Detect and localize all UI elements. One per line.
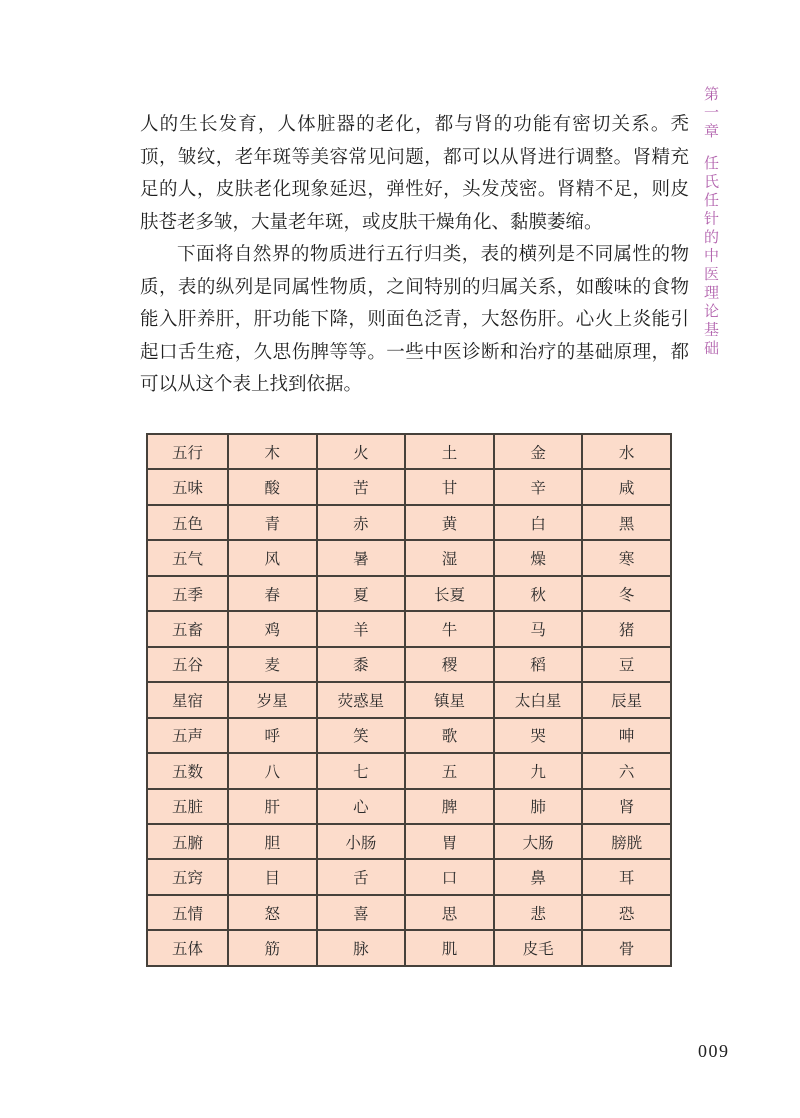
table-row bbox=[147, 505, 671, 540]
table-cell: 稻 bbox=[494, 647, 583, 682]
table-cell: 白 bbox=[494, 505, 583, 540]
table-cell: 豆 bbox=[582, 647, 671, 682]
table-cell: 怒 bbox=[228, 895, 317, 930]
table-cell: 恐 bbox=[582, 895, 671, 930]
table-cell: 喜 bbox=[317, 895, 406, 930]
table-cell: 咸 bbox=[582, 469, 671, 504]
chapter-name: 任氏任针的中医理论基础 bbox=[702, 154, 720, 358]
table-cell: 小肠 bbox=[317, 824, 406, 859]
table-cell: 辛 bbox=[494, 469, 583, 504]
table-cell: 口 bbox=[405, 859, 494, 894]
table-cell: 酸 bbox=[228, 469, 317, 504]
table-cell: 膀胱 bbox=[582, 824, 671, 859]
table-cell: 脉 bbox=[317, 930, 406, 966]
table-cell: 肾 bbox=[582, 789, 671, 824]
table-cell: 土 bbox=[405, 434, 494, 469]
table-cell: 心 bbox=[317, 789, 406, 824]
table-cell: 歌 bbox=[405, 718, 494, 753]
row-header-cell: 五味 bbox=[147, 469, 228, 504]
table-cell: 长夏 bbox=[405, 576, 494, 611]
table-cell: 稷 bbox=[405, 647, 494, 682]
row-header-cell: 五季 bbox=[147, 576, 228, 611]
table-cell: 暑 bbox=[317, 540, 406, 575]
table-row bbox=[147, 434, 671, 469]
table-row bbox=[147, 859, 671, 894]
table-cell: 悲 bbox=[494, 895, 583, 930]
table-cell: 燥 bbox=[494, 540, 583, 575]
row-header-cell: 五谷 bbox=[147, 647, 228, 682]
table-cell: 皮毛 bbox=[494, 930, 583, 966]
row-header-cell: 五情 bbox=[147, 895, 228, 930]
table-cell: 哭 bbox=[494, 718, 583, 753]
row-header-cell: 五腑 bbox=[147, 824, 228, 859]
table-row bbox=[147, 469, 671, 504]
table-cell: 冬 bbox=[582, 576, 671, 611]
table-cell: 荧惑星 bbox=[317, 682, 406, 717]
table-row bbox=[147, 718, 671, 753]
row-header-cell: 五脏 bbox=[147, 789, 228, 824]
row-header-cell: 星宿 bbox=[147, 682, 228, 717]
table-cell: 风 bbox=[228, 540, 317, 575]
table-cell: 甘 bbox=[405, 469, 494, 504]
table-cell: 五 bbox=[405, 753, 494, 788]
table-cell: 苦 bbox=[317, 469, 406, 504]
row-header-cell: 五行 bbox=[147, 434, 228, 469]
table-cell: 黍 bbox=[317, 647, 406, 682]
table-cell: 太白星 bbox=[494, 682, 583, 717]
table-row bbox=[147, 647, 671, 682]
table-row bbox=[147, 753, 671, 788]
table-cell: 舌 bbox=[317, 859, 406, 894]
row-header-cell: 五气 bbox=[147, 540, 228, 575]
row-header-cell: 五声 bbox=[147, 718, 228, 753]
table-cell: 大肠 bbox=[494, 824, 583, 859]
table-cell: 骨 bbox=[582, 930, 671, 966]
body-text bbox=[140, 109, 689, 402]
chapter-number: 第一章 bbox=[702, 86, 720, 142]
table-cell: 水 bbox=[582, 434, 671, 469]
table-cell: 岁星 bbox=[228, 682, 317, 717]
table-cell: 鼻 bbox=[494, 859, 583, 894]
table-cell: 八 bbox=[228, 753, 317, 788]
row-header-cell: 五体 bbox=[147, 930, 228, 966]
table-row bbox=[147, 540, 671, 575]
table-cell: 肺 bbox=[494, 789, 583, 824]
table-cell: 肝 bbox=[228, 789, 317, 824]
table-cell: 辰星 bbox=[582, 682, 671, 717]
table-cell: 火 bbox=[317, 434, 406, 469]
chapter-title-vertical bbox=[700, 86, 722, 386]
table-cell: 耳 bbox=[582, 859, 671, 894]
table-cell: 笑 bbox=[317, 718, 406, 753]
table-cell: 肌 bbox=[405, 930, 494, 966]
table-cell: 麦 bbox=[228, 647, 317, 682]
table-row bbox=[147, 930, 671, 966]
table-cell: 鸡 bbox=[228, 611, 317, 646]
table-cell: 木 bbox=[228, 434, 317, 469]
table-cell: 九 bbox=[494, 753, 583, 788]
table-cell: 筋 bbox=[228, 930, 317, 966]
row-header-cell: 五数 bbox=[147, 753, 228, 788]
row-header-cell: 五畜 bbox=[147, 611, 228, 646]
table-cell: 呼 bbox=[228, 718, 317, 753]
table-cell: 春 bbox=[228, 576, 317, 611]
row-header-cell: 五色 bbox=[147, 505, 228, 540]
table-cell: 六 bbox=[582, 753, 671, 788]
table-cell: 黄 bbox=[405, 505, 494, 540]
table-cell: 湿 bbox=[405, 540, 494, 575]
page-number: 009 bbox=[698, 1041, 730, 1061]
table-cell: 目 bbox=[228, 859, 317, 894]
table-cell: 猪 bbox=[582, 611, 671, 646]
table-cell: 秋 bbox=[494, 576, 583, 611]
paragraph-kidney: 人的生长发育，人体脏器的老化，都与肾的功能有密切关系。秃顶，皱纹，老年斑等美容常见问题，都可以从肾进行调整。肾精充足的人，皮肤老化现象延迟，弹性好，头发茂密。肾精不足，则皮肤苍老多皱，大量老年斑，或皮肤干燥角化、黏膜萎缩。 bbox=[140, 115, 689, 233]
table-cell: 呻 bbox=[582, 718, 671, 753]
table-cell: 金 bbox=[494, 434, 583, 469]
table-row bbox=[147, 611, 671, 646]
table-row bbox=[147, 824, 671, 859]
table-cell: 七 bbox=[317, 753, 406, 788]
five-elements-table bbox=[146, 433, 672, 967]
table-cell: 马 bbox=[494, 611, 583, 646]
table-row bbox=[147, 576, 671, 611]
table-cell: 思 bbox=[405, 895, 494, 930]
table-cell: 黑 bbox=[582, 505, 671, 540]
table-row bbox=[147, 895, 671, 930]
table-cell: 青 bbox=[228, 505, 317, 540]
paragraph-five-elements-intro: 下面将自然界的物质进行五行归类，表的横列是不同属性的物质，表的纵列是同属性物质，之间特别的归属关系，如酸味的食物能入肝养肝，肝功能下降，则面色泛青，大怒伤肝。心火上炎能引起口舌生疮，久思伤脾等等。一些中医诊断和治疗的基础原理，都可以从这个表上找到依据。 bbox=[140, 245, 689, 395]
table-cell: 牛 bbox=[405, 611, 494, 646]
table-row bbox=[147, 789, 671, 824]
table-cell: 胆 bbox=[228, 824, 317, 859]
table-cell: 寒 bbox=[582, 540, 671, 575]
table-cell: 脾 bbox=[405, 789, 494, 824]
table-cell: 镇星 bbox=[405, 682, 494, 717]
table-cell: 赤 bbox=[317, 505, 406, 540]
row-header-cell: 五窍 bbox=[147, 859, 228, 894]
table-cell: 胃 bbox=[405, 824, 494, 859]
table-row bbox=[147, 682, 671, 717]
table-cell: 羊 bbox=[317, 611, 406, 646]
table-cell: 夏 bbox=[317, 576, 406, 611]
